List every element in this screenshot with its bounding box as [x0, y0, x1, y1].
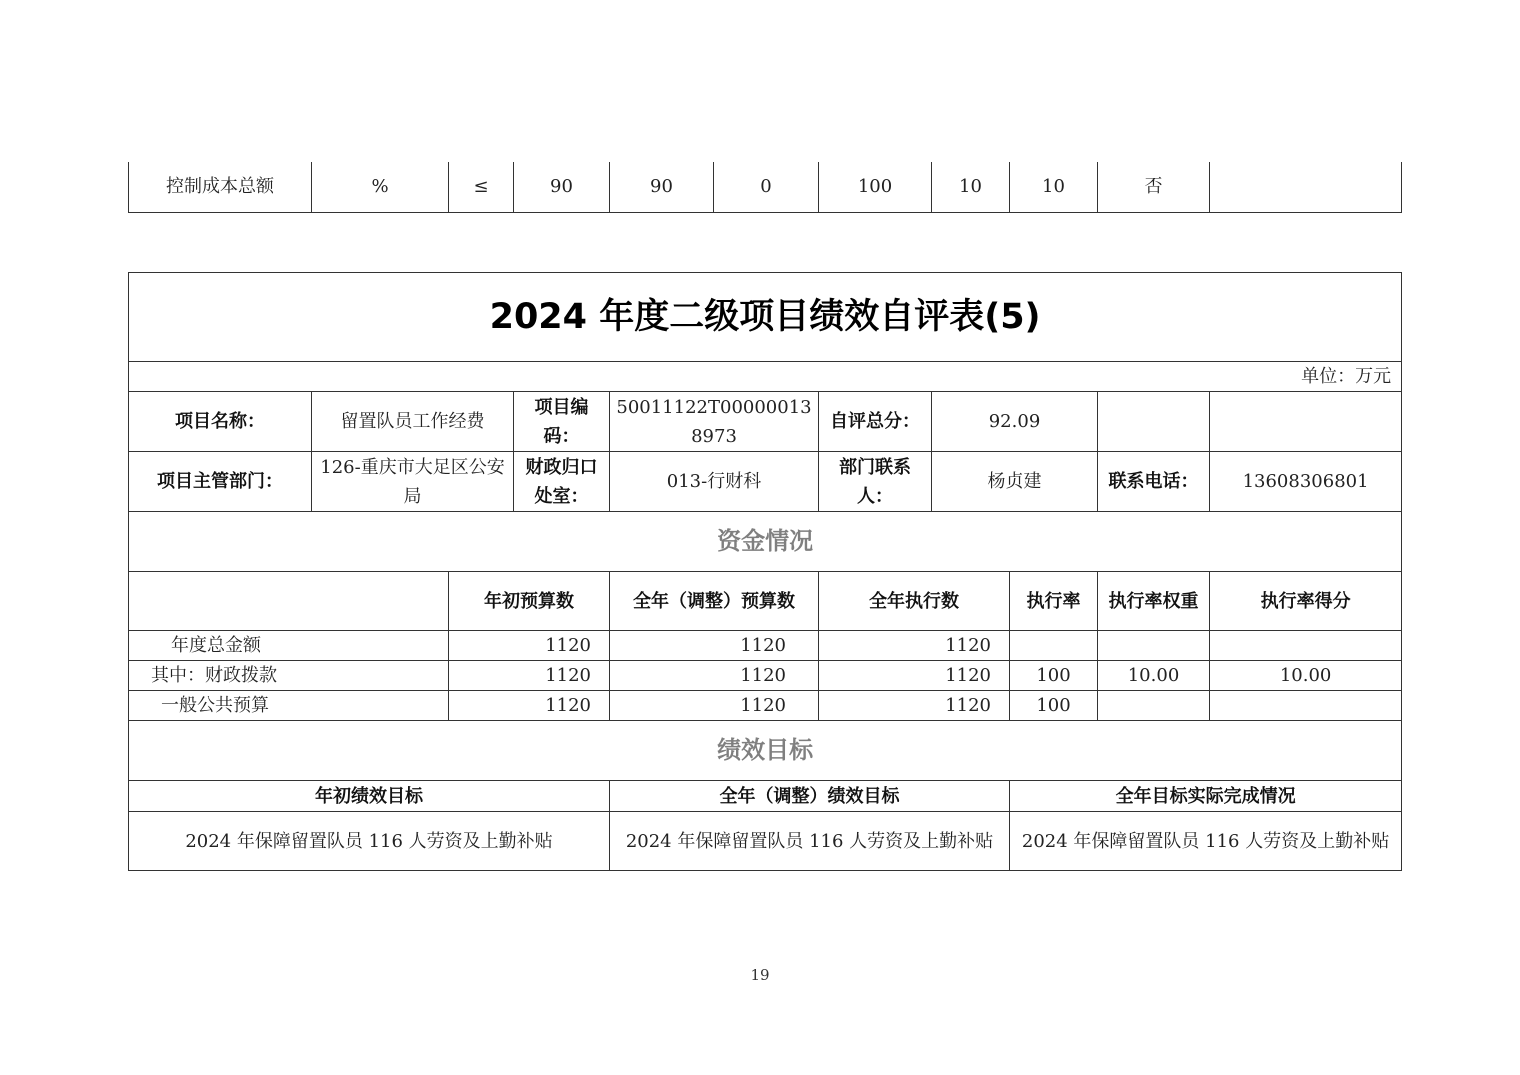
funds-row-adjusted: 1120 — [610, 691, 819, 721]
self-score-label: 自评总分： — [819, 392, 932, 452]
indicator-adjusted-target: 90 — [610, 162, 714, 212]
indicator-score: 10 — [1010, 162, 1098, 212]
page-number: 19 — [750, 966, 770, 984]
funds-row-rate — [1010, 631, 1098, 661]
goals-header-actual: 全年目标实际完成情况 — [1010, 781, 1402, 812]
dept-value: 126-重庆市大足区公安局 — [312, 452, 514, 512]
goals-header-row — [129, 781, 1402, 812]
contact-value: 杨贞建 — [932, 452, 1098, 512]
evaluation-form — [128, 272, 1402, 871]
funds-row-initial: 1120 — [449, 691, 610, 721]
funds-section-title: 资金情况 — [129, 512, 1402, 572]
unit-label: 单位：万元 — [129, 362, 1402, 392]
self-score: 92.09 — [932, 392, 1098, 452]
goal-actual: 2024 年保障留置队员 116 人劳资及上勤补贴 — [1010, 812, 1402, 871]
funds-row-weight — [1098, 631, 1210, 661]
goal-initial: 2024 年保障留置队员 116 人劳资及上勤补贴 — [129, 812, 610, 871]
funds-row-executed: 1120 — [819, 691, 1010, 721]
goal-adjusted: 2024 年保障留置队员 116 人劳资及上勤补贴 — [610, 812, 1010, 871]
project-name: 留置队员工作经费 — [312, 392, 514, 452]
indicator-unit: % — [312, 162, 449, 212]
funds-header-executed: 全年执行数 — [819, 572, 1010, 631]
funds-row-label: 一般公共预算 — [129, 691, 449, 721]
phone-value: 13608306801 — [1210, 452, 1402, 512]
continuation-table — [128, 162, 1402, 213]
funds-row-score — [1210, 691, 1402, 721]
funds-header-rate-score: 执行率得分 — [1210, 572, 1402, 631]
finance-office-value: 013-行财科 — [610, 452, 819, 512]
funds-row-rate: 100 — [1010, 661, 1098, 691]
funds-row — [129, 691, 1402, 721]
goals-value-row — [129, 812, 1402, 871]
goals-header-adjusted: 全年（调整）绩效目标 — [610, 781, 1010, 812]
funds-header-rate-weight: 执行率权重 — [1098, 572, 1210, 631]
funds-header-blank — [129, 572, 449, 631]
funds-row-initial: 1120 — [449, 661, 610, 691]
contact-label: 部门联系人： — [819, 452, 932, 512]
indicator-name: 控制成本总额 — [129, 162, 312, 212]
project-code: 50011122T000000138973 — [610, 392, 819, 452]
project-name-label: 项目名称： — [129, 392, 312, 452]
funds-header-initial-budget: 年初预算数 — [449, 572, 610, 631]
funds-row-label: 年度总金额 — [129, 631, 449, 661]
indicator-annual-target: 90 — [514, 162, 610, 212]
finance-office-label: 财政归口处室： — [514, 452, 610, 512]
indicator-remark — [1210, 162, 1402, 212]
funds-row-rate: 100 — [1010, 691, 1098, 721]
project-info-row — [129, 392, 1402, 452]
indicator-weight: 10 — [932, 162, 1010, 212]
funds-row-label: 其中：财政拨款 — [129, 661, 449, 691]
goals-section-title: 绩效目标 — [129, 721, 1402, 781]
indicator-row — [129, 162, 1402, 212]
funds-row-initial: 1120 — [449, 631, 610, 661]
empty-cell — [1098, 392, 1210, 452]
indicator-completion: 100 — [819, 162, 932, 212]
funds-header-adjusted-budget: 全年（调整）预算数 — [610, 572, 819, 631]
funds-row-weight — [1098, 691, 1210, 721]
funds-header-row — [129, 572, 1402, 631]
indicator-actual: 0 — [714, 162, 819, 212]
goals-header-initial: 年初绩效目标 — [129, 781, 610, 812]
dept-label: 项目主管部门： — [129, 452, 312, 512]
funds-header-rate: 执行率 — [1010, 572, 1098, 631]
department-info-row — [129, 452, 1402, 512]
form-title: 2024 年度二级项目绩效自评表(5) — [129, 273, 1402, 362]
empty-cell — [1210, 392, 1402, 452]
indicator-deviation: 否 — [1098, 162, 1210, 212]
funds-row — [129, 661, 1402, 691]
funds-row-executed: 1120 — [819, 631, 1010, 661]
project-code-label: 项目编码： — [514, 392, 610, 452]
funds-row-weight: 10.00 — [1098, 661, 1210, 691]
phone-label: 联系电话： — [1098, 452, 1210, 512]
funds-row-adjusted: 1120 — [610, 661, 819, 691]
funds-row-score: 10.00 — [1210, 661, 1402, 691]
funds-row-score — [1210, 631, 1402, 661]
funds-row-adjusted: 1120 — [610, 631, 819, 661]
funds-row — [129, 631, 1402, 661]
indicator-operator: ≤ — [449, 162, 514, 212]
funds-row-executed: 1120 — [819, 661, 1010, 691]
